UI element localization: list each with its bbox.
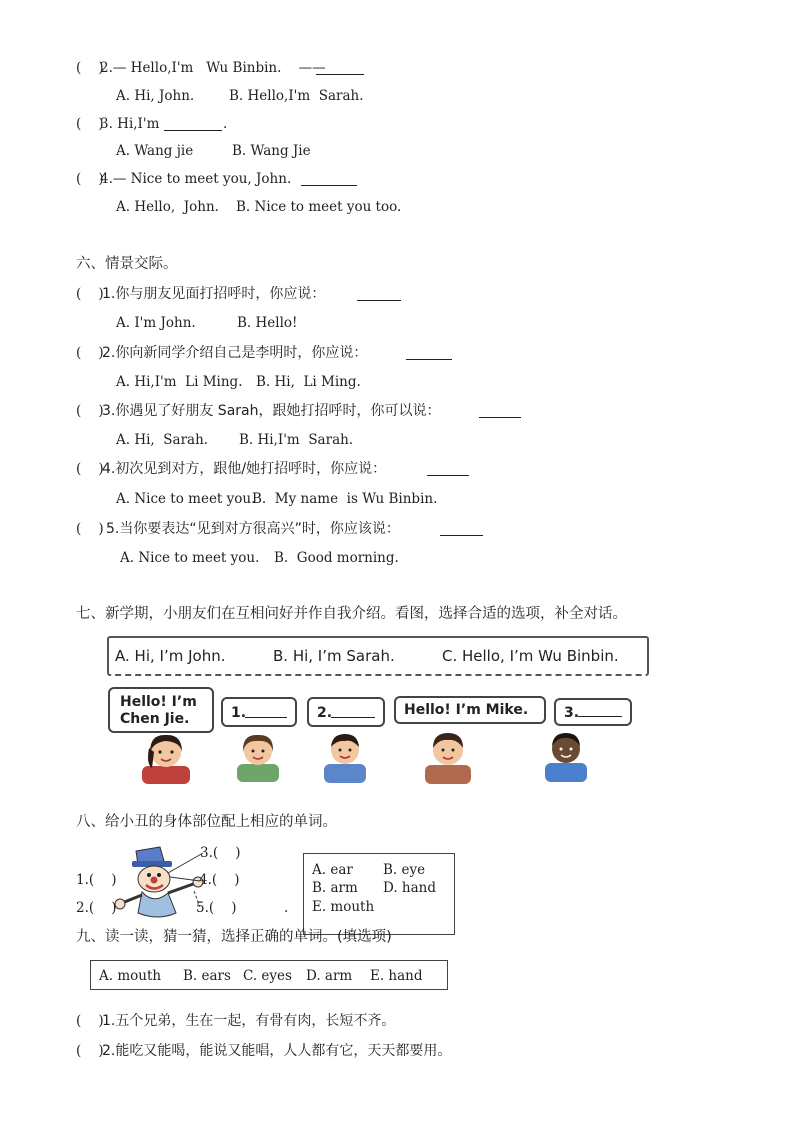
question-text: 4.— Nice to meet you, John. bbox=[100, 171, 292, 187]
bubble-text: Chen Jie. bbox=[120, 711, 190, 727]
bubble-blank-2[interactable] bbox=[331, 705, 375, 718]
answer-paren[interactable]: ( ) bbox=[76, 1043, 104, 1059]
question-text: 4.初次见到对方，跟他/她打招呼时，你应说： bbox=[102, 461, 387, 477]
answer-blank[interactable] bbox=[316, 62, 364, 75]
clown-label-2[interactable]: 2.( ) bbox=[76, 900, 117, 916]
option-b: B. Good morning. bbox=[274, 550, 399, 566]
answer-paren[interactable]: ( ) bbox=[76, 116, 104, 132]
bubble-text: Hello! I’m bbox=[120, 694, 197, 710]
s9-option-e: E. hand bbox=[370, 968, 423, 984]
question-text: 1.五个兄弟，生在一起，有骨有肉，长短不齐。 bbox=[102, 1013, 396, 1029]
s8-option-c: B. arm bbox=[312, 880, 358, 896]
question-text: 2.— Hello,I'm Wu Binbin. —— bbox=[100, 60, 326, 76]
s7-option-b: B. Hi, I’m Sarah. bbox=[273, 647, 395, 665]
section7-title: 七、新学期，小朋友们在互相问好并作自我介绍。看图，选择合适的选项，补全对话。 bbox=[76, 606, 627, 622]
option-a: A. Hello, John. bbox=[116, 199, 219, 215]
answer-paren[interactable]: ( ) bbox=[76, 286, 104, 302]
kid-mike-illustration bbox=[421, 728, 475, 784]
option-b: B. My name is Wu Binbin. bbox=[252, 491, 438, 507]
option-a: A. Nice to meet you. bbox=[120, 550, 260, 566]
question-text: 1.你与朋友见面打招呼时，你应说： bbox=[102, 286, 326, 302]
s9-option-c: C. eyes bbox=[243, 968, 292, 984]
speech-bubble-3 bbox=[554, 698, 632, 726]
bubble-blank-3[interactable] bbox=[578, 704, 622, 717]
s7-option-c: C. Hello, I’m Wu Binbin. bbox=[442, 647, 619, 665]
kid-sarah-illustration bbox=[233, 730, 283, 782]
question-text: 5.当你要表达“见到对方很高兴”时，你应该说： bbox=[106, 521, 400, 537]
question-text: 3. Hi,I'm bbox=[100, 116, 160, 132]
answer-paren[interactable]: ( ) bbox=[76, 345, 104, 361]
bubble-text: Hello! I’m Mike. bbox=[404, 702, 529, 718]
option-b: B. Hi,I'm Sarah. bbox=[239, 432, 354, 448]
kid-john-illustration bbox=[541, 728, 591, 782]
s9-option-d: D. arm bbox=[306, 968, 353, 984]
answer-paren[interactable]: ( ) bbox=[76, 60, 104, 76]
answer-blank[interactable] bbox=[164, 118, 222, 131]
speech-bubble-chen-jie bbox=[108, 687, 214, 733]
bubble-text: 1. bbox=[231, 705, 247, 721]
answer-paren[interactable]: ( ) bbox=[76, 171, 104, 187]
clown-label-4[interactable]: 4.( ) bbox=[199, 872, 240, 888]
answer-paren[interactable]: ( ) bbox=[76, 1013, 104, 1029]
answer-blank[interactable] bbox=[427, 463, 469, 476]
kid-boy-illustration bbox=[320, 729, 370, 783]
s9-option-b: B. ears bbox=[183, 968, 231, 984]
answer-paren[interactable]: ( ) bbox=[76, 403, 104, 419]
option-a: A. Hi, Sarah. bbox=[116, 432, 209, 448]
option-a: A. Nice to meet you. bbox=[116, 491, 256, 507]
answer-blank[interactable] bbox=[406, 347, 452, 360]
s8-option-d: D. hand bbox=[383, 880, 437, 896]
clown-label-5[interactable]: 5.( ) bbox=[196, 900, 237, 916]
kid-chen-jie-illustration bbox=[136, 730, 196, 784]
option-b: B. Wang Jie bbox=[232, 143, 311, 159]
s9-option-a: A. mouth bbox=[99, 968, 162, 984]
question-text: 2.能吃又能喝，能说又能唱，人人都有它，天天都要用。 bbox=[102, 1043, 452, 1059]
option-b: B. Hello,I'm Sarah. bbox=[229, 88, 364, 104]
clown-label-1[interactable]: 1.( ) bbox=[76, 872, 117, 888]
answer-paren[interactable]: ( ) bbox=[76, 521, 104, 537]
option-a: A. Hi, John. bbox=[116, 88, 195, 104]
answer-blank[interactable] bbox=[479, 405, 521, 418]
s8-options-box bbox=[303, 853, 455, 935]
speech-bubble-2 bbox=[307, 697, 385, 727]
question-text: 3.你遇见了好朋友 Sarah，跟她打招呼时，你可以说： bbox=[102, 403, 441, 419]
section6-title: 六、情景交际。 bbox=[76, 256, 178, 272]
option-b: B. Hello! bbox=[237, 315, 298, 331]
option-a: A. Wang jie bbox=[116, 143, 194, 159]
s9-options-box bbox=[90, 960, 448, 990]
option-a: A. I'm John. bbox=[116, 315, 196, 331]
answer-blank[interactable] bbox=[301, 173, 357, 186]
clown-label-3[interactable]: 3.( ) bbox=[200, 845, 241, 861]
question-text: 2.你向新同学介绍自己是李明时，你应说： bbox=[102, 345, 368, 361]
option-b: B. Hi, Li Ming. bbox=[256, 374, 361, 390]
speech-bubble-1 bbox=[221, 697, 297, 727]
s7-option-a: A. Hi, I’m John. bbox=[115, 647, 226, 665]
bubble-blank-1[interactable] bbox=[245, 705, 287, 718]
option-a: A. Hi,I'm Li Ming. bbox=[116, 374, 243, 390]
s8-option-a: A. ear bbox=[312, 862, 353, 878]
s8-option-b: B. eye bbox=[383, 862, 426, 878]
section9-title: 九、读一读，猜一猜，选择正确的单词。(填选项) bbox=[76, 929, 392, 945]
answer-blank[interactable] bbox=[440, 523, 483, 536]
speech-bubble-mike bbox=[394, 696, 546, 724]
bubble-text: 3. bbox=[564, 705, 580, 721]
answer-blank[interactable] bbox=[357, 288, 401, 301]
s8-option-e: E. mouth bbox=[312, 899, 375, 915]
bubble-text: 2. bbox=[317, 705, 333, 721]
dot-mark: . bbox=[284, 900, 289, 916]
option-b: B. Nice to meet you too. bbox=[236, 199, 402, 215]
section8-title: 八、给小丑的身体部位配上相应的单词。 bbox=[76, 814, 337, 830]
s7-options-box bbox=[107, 636, 649, 676]
answer-paren[interactable]: ( ) bbox=[76, 461, 104, 477]
